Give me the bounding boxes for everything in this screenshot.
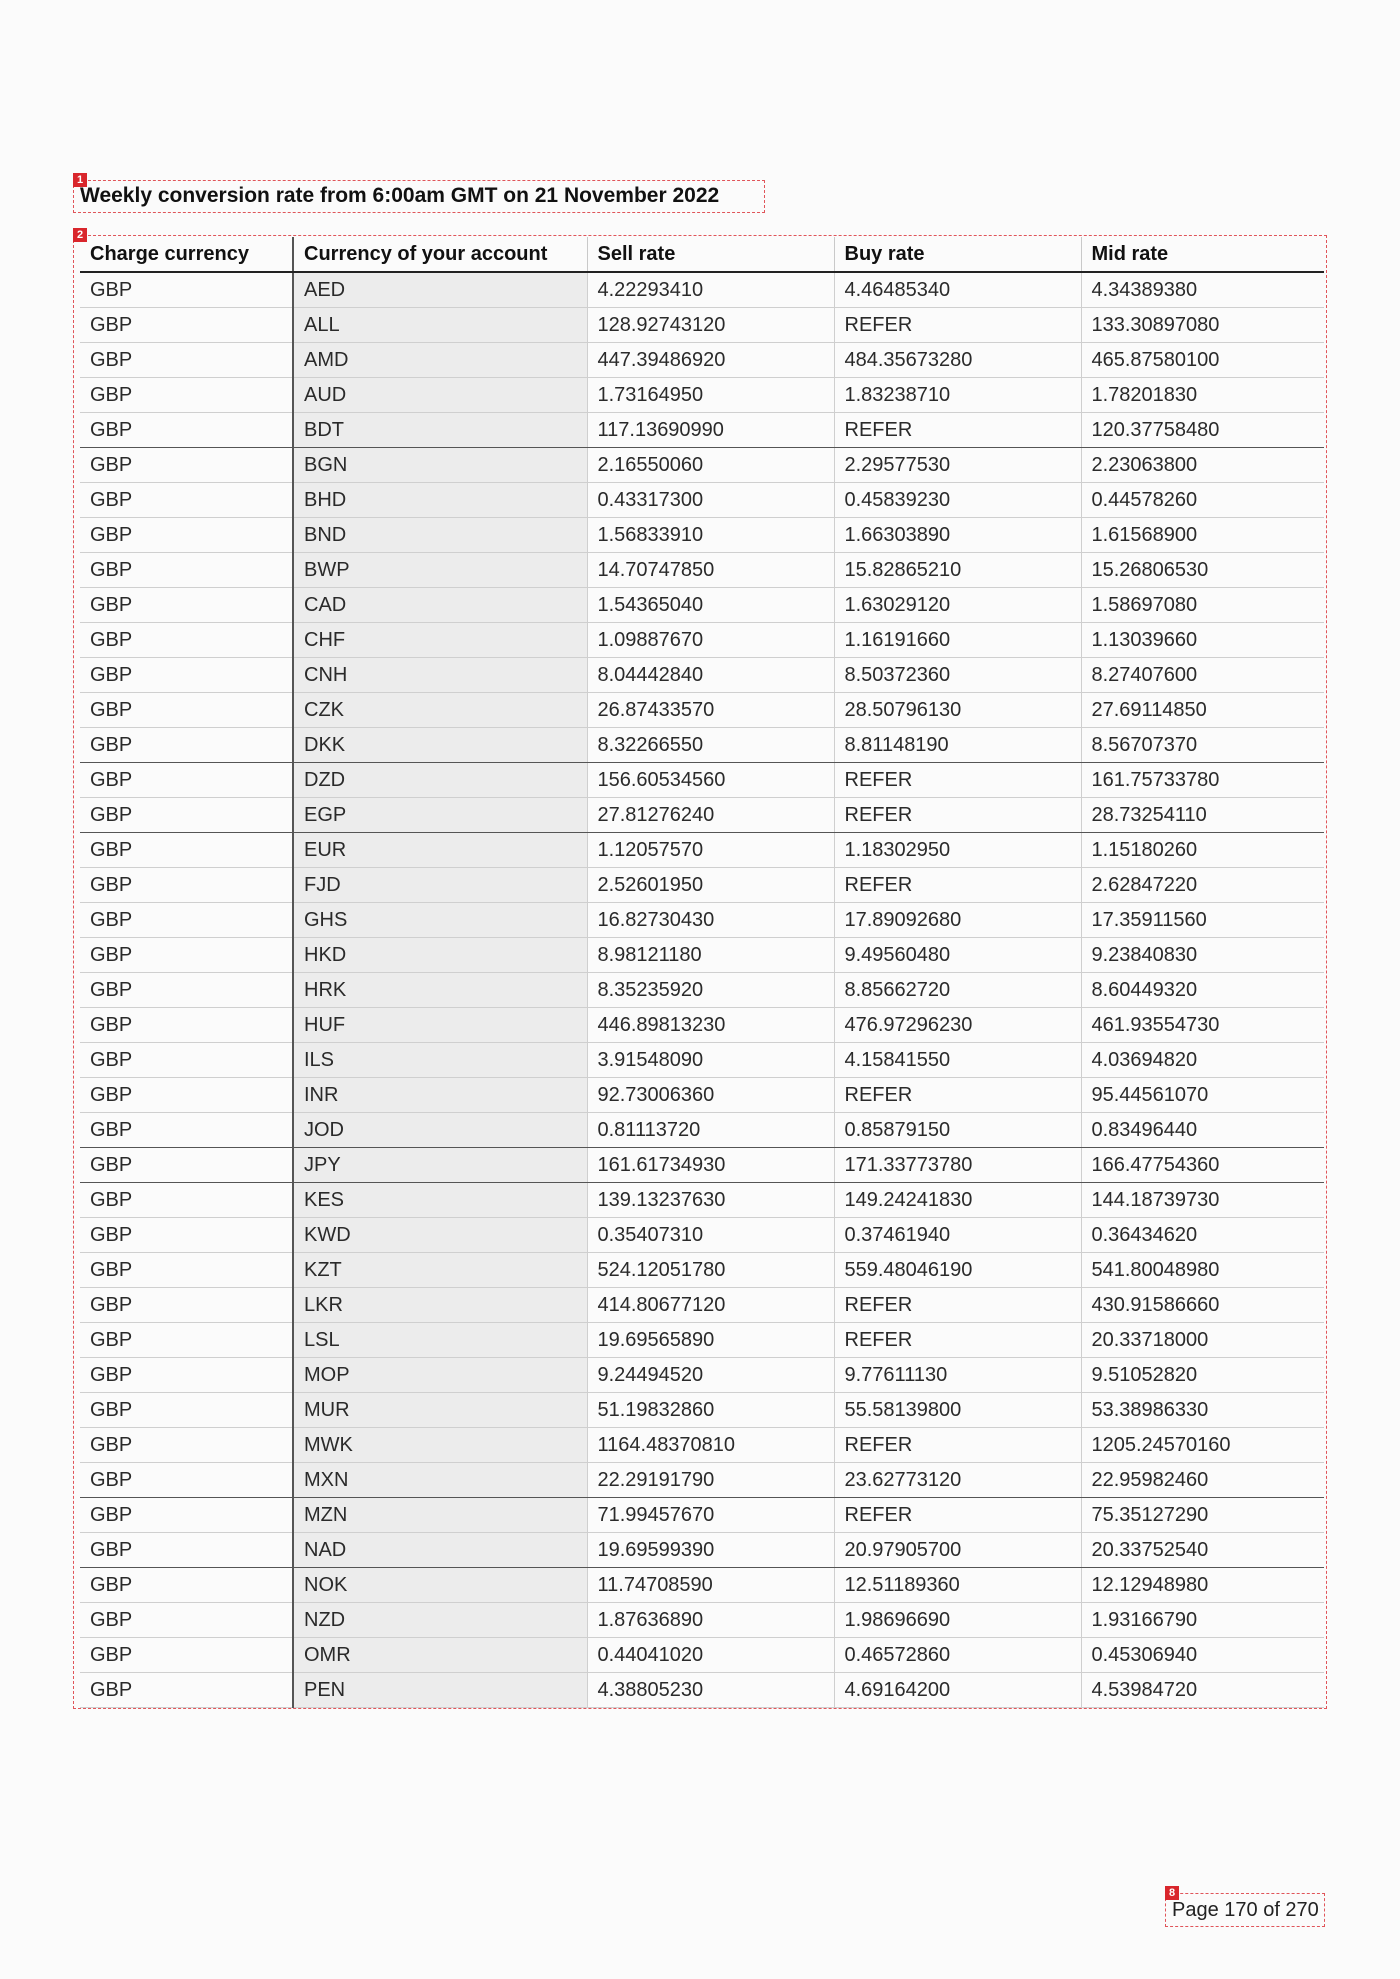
page-title: Weekly conversion rate from 6:00am GMT on 21 November 2022 xyxy=(80,184,720,207)
cell-mid-rate: 161.75733780 xyxy=(1081,763,1324,798)
cell-buy-rate: 1.63029120 xyxy=(834,588,1081,623)
cell-sell-rate: 22.29191790 xyxy=(587,1463,834,1498)
cell-buy-rate: 55.58139800 xyxy=(834,1393,1081,1428)
table-row xyxy=(80,1183,1324,1218)
cell-account-currency: AUD xyxy=(293,378,587,413)
cell-mid-rate: 9.51052820 xyxy=(1081,1358,1324,1393)
cell-mid-rate: 133.30897080 xyxy=(1081,308,1324,343)
cell-mid-rate: 120.37758480 xyxy=(1081,413,1324,448)
cell-charge-currency: GBP xyxy=(80,1673,293,1708)
cell-buy-rate: REFER xyxy=(834,868,1081,903)
cell-sell-rate: 11.74708590 xyxy=(587,1568,834,1603)
cell-buy-rate: 476.97296230 xyxy=(834,1008,1081,1043)
cell-buy-rate: 0.37461940 xyxy=(834,1218,1081,1253)
cell-charge-currency: GBP xyxy=(80,868,293,903)
cell-mid-rate: 4.34389380 xyxy=(1081,272,1324,308)
table-row xyxy=(80,1218,1324,1253)
cell-account-currency: JOD xyxy=(293,1113,587,1148)
cell-buy-rate: 8.85662720 xyxy=(834,973,1081,1008)
cell-sell-rate: 4.38805230 xyxy=(587,1673,834,1708)
conversion-rates-table xyxy=(80,237,1324,1708)
cell-account-currency: CNH xyxy=(293,658,587,693)
cell-mid-rate: 0.83496440 xyxy=(1081,1113,1324,1148)
cell-buy-rate: 4.69164200 xyxy=(834,1673,1081,1708)
cell-charge-currency: GBP xyxy=(80,1358,293,1393)
cell-account-currency: MWK xyxy=(293,1428,587,1463)
cell-mid-rate: 20.33752540 xyxy=(1081,1533,1324,1568)
cell-charge-currency: GBP xyxy=(80,1253,293,1288)
cell-mid-rate: 12.12948980 xyxy=(1081,1568,1324,1603)
cell-mid-rate: 8.56707370 xyxy=(1081,728,1324,763)
cell-charge-currency: GBP xyxy=(80,1498,293,1533)
cell-account-currency: NZD xyxy=(293,1603,587,1638)
table-row xyxy=(80,1113,1324,1148)
table-row xyxy=(80,588,1324,623)
cell-charge-currency: GBP xyxy=(80,938,293,973)
cell-mid-rate: 2.62847220 xyxy=(1081,868,1324,903)
cell-account-currency: MUR xyxy=(293,1393,587,1428)
cell-sell-rate: 19.69565890 xyxy=(587,1323,834,1358)
cell-mid-rate: 4.53984720 xyxy=(1081,1673,1324,1708)
cell-sell-rate: 1.56833910 xyxy=(587,518,834,553)
cell-account-currency: BND xyxy=(293,518,587,553)
cell-buy-rate: 8.81148190 xyxy=(834,728,1081,763)
cell-buy-rate: REFER xyxy=(834,1288,1081,1323)
cell-account-currency: CZK xyxy=(293,693,587,728)
cell-account-currency: INR xyxy=(293,1078,587,1113)
cell-sell-rate: 161.61734930 xyxy=(587,1148,834,1183)
cell-mid-rate: 95.44561070 xyxy=(1081,1078,1324,1113)
cell-buy-rate: 1.16191660 xyxy=(834,623,1081,658)
cell-mid-rate: 1205.24570160 xyxy=(1081,1428,1324,1463)
table-row xyxy=(80,728,1324,763)
cell-buy-rate: 484.35673280 xyxy=(834,343,1081,378)
cell-charge-currency: GBP xyxy=(80,623,293,658)
cell-sell-rate: 51.19832860 xyxy=(587,1393,834,1428)
cell-account-currency: NOK xyxy=(293,1568,587,1603)
cell-account-currency: MZN xyxy=(293,1498,587,1533)
cell-charge-currency: GBP xyxy=(80,798,293,833)
cell-buy-rate: 12.51189360 xyxy=(834,1568,1081,1603)
cell-account-currency: ALL xyxy=(293,308,587,343)
cell-sell-rate: 8.32266550 xyxy=(587,728,834,763)
cell-mid-rate: 430.91586660 xyxy=(1081,1288,1324,1323)
cell-sell-rate: 26.87433570 xyxy=(587,693,834,728)
cell-account-currency: OMR xyxy=(293,1638,587,1673)
cell-buy-rate: REFER xyxy=(834,1498,1081,1533)
cell-charge-currency: GBP xyxy=(80,1533,293,1568)
cell-mid-rate: 27.69114850 xyxy=(1081,693,1324,728)
cell-account-currency: DKK xyxy=(293,728,587,763)
cell-mid-rate: 75.35127290 xyxy=(1081,1498,1324,1533)
cell-buy-rate: 28.50796130 xyxy=(834,693,1081,728)
table-row xyxy=(80,413,1324,448)
cell-buy-rate: 1.66303890 xyxy=(834,518,1081,553)
cell-mid-rate: 9.23840830 xyxy=(1081,938,1324,973)
cell-buy-rate: 9.49560480 xyxy=(834,938,1081,973)
table-row xyxy=(80,903,1324,938)
cell-mid-rate: 541.80048980 xyxy=(1081,1253,1324,1288)
table-row xyxy=(80,1323,1324,1358)
cell-buy-rate: 8.50372360 xyxy=(834,658,1081,693)
cell-sell-rate: 1.73164950 xyxy=(587,378,834,413)
cell-buy-rate: 20.97905700 xyxy=(834,1533,1081,1568)
cell-mid-rate: 0.44578260 xyxy=(1081,483,1324,518)
cell-account-currency: FJD xyxy=(293,868,587,903)
cell-mid-rate: 0.45306940 xyxy=(1081,1638,1324,1673)
cell-buy-rate: REFER xyxy=(834,1323,1081,1358)
cell-account-currency: AMD xyxy=(293,343,587,378)
cell-buy-rate: 1.98696690 xyxy=(834,1603,1081,1638)
cell-buy-rate: REFER xyxy=(834,763,1081,798)
cell-account-currency: DZD xyxy=(293,763,587,798)
cell-mid-rate: 8.60449320 xyxy=(1081,973,1324,1008)
cell-mid-rate: 28.73254110 xyxy=(1081,798,1324,833)
cell-account-currency: AED xyxy=(293,272,587,308)
cell-sell-rate: 1.87636890 xyxy=(587,1603,834,1638)
cell-account-currency: LSL xyxy=(293,1323,587,1358)
cell-sell-rate: 16.82730430 xyxy=(587,903,834,938)
cell-account-currency: BWP xyxy=(293,553,587,588)
cell-charge-currency: GBP xyxy=(80,1078,293,1113)
cell-sell-rate: 4.22293410 xyxy=(587,272,834,308)
cell-account-currency: NAD xyxy=(293,1533,587,1568)
table-row xyxy=(80,1638,1324,1673)
cell-charge-currency: GBP xyxy=(80,1428,293,1463)
table-row xyxy=(80,343,1324,378)
cell-mid-rate: 1.15180260 xyxy=(1081,833,1324,868)
cell-charge-currency: GBP xyxy=(80,518,293,553)
cell-mid-rate: 53.38986330 xyxy=(1081,1393,1324,1428)
cell-sell-rate: 8.04442840 xyxy=(587,658,834,693)
cell-charge-currency: GBP xyxy=(80,1323,293,1358)
cell-sell-rate: 2.52601950 xyxy=(587,868,834,903)
table-row xyxy=(80,1148,1324,1183)
cell-sell-rate: 0.44041020 xyxy=(587,1638,834,1673)
cell-charge-currency: GBP xyxy=(80,1393,293,1428)
cell-mid-rate: 2.23063800 xyxy=(1081,448,1324,483)
cell-buy-rate: REFER xyxy=(834,798,1081,833)
cell-charge-currency: GBP xyxy=(80,1218,293,1253)
page-number: Page 170 of 270 xyxy=(1172,1899,1319,1921)
cell-account-currency: ILS xyxy=(293,1043,587,1078)
cell-sell-rate: 0.81113720 xyxy=(587,1113,834,1148)
cell-buy-rate: 171.33773780 xyxy=(834,1148,1081,1183)
table-row xyxy=(80,868,1324,903)
cell-account-currency: BDT xyxy=(293,413,587,448)
cell-sell-rate: 2.16550060 xyxy=(587,448,834,483)
cell-mid-rate: 1.13039660 xyxy=(1081,623,1324,658)
cell-mid-rate: 1.61568900 xyxy=(1081,518,1324,553)
cell-account-currency: CHF xyxy=(293,623,587,658)
cell-charge-currency: GBP xyxy=(80,1568,293,1603)
table-row xyxy=(80,973,1324,1008)
cell-sell-rate: 139.13237630 xyxy=(587,1183,834,1218)
cell-mid-rate: 1.78201830 xyxy=(1081,378,1324,413)
cell-charge-currency: GBP xyxy=(80,553,293,588)
cell-sell-rate: 1.09887670 xyxy=(587,623,834,658)
cell-charge-currency: GBP xyxy=(80,1638,293,1673)
table-row xyxy=(80,1253,1324,1288)
cell-sell-rate: 8.98121180 xyxy=(587,938,834,973)
cell-account-currency: KES xyxy=(293,1183,587,1218)
table-row xyxy=(80,1358,1324,1393)
cell-sell-rate: 71.99457670 xyxy=(587,1498,834,1533)
cell-charge-currency: GBP xyxy=(80,763,293,798)
table-row xyxy=(80,1568,1324,1603)
cell-buy-rate: 9.77611130 xyxy=(834,1358,1081,1393)
cell-mid-rate: 1.93166790 xyxy=(1081,1603,1324,1638)
cell-charge-currency: GBP xyxy=(80,308,293,343)
table-row xyxy=(80,658,1324,693)
cell-account-currency: JPY xyxy=(293,1148,587,1183)
cell-charge-currency: GBP xyxy=(80,1183,293,1218)
cell-charge-currency: GBP xyxy=(80,1148,293,1183)
cell-mid-rate: 20.33718000 xyxy=(1081,1323,1324,1358)
cell-mid-rate: 8.27407600 xyxy=(1081,658,1324,693)
cell-buy-rate: REFER xyxy=(834,413,1081,448)
footer-annotation-marker: 8 xyxy=(1165,1886,1179,1900)
cell-mid-rate: 0.36434620 xyxy=(1081,1218,1324,1253)
cell-charge-currency: GBP xyxy=(80,1603,293,1638)
cell-mid-rate: 461.93554730 xyxy=(1081,1008,1324,1043)
cell-account-currency: CAD xyxy=(293,588,587,623)
cell-buy-rate: 0.46572860 xyxy=(834,1638,1081,1673)
cell-mid-rate: 465.87580100 xyxy=(1081,343,1324,378)
cell-sell-rate: 14.70747850 xyxy=(587,553,834,588)
table-row xyxy=(80,833,1324,868)
cell-mid-rate: 15.26806530 xyxy=(1081,553,1324,588)
table-row xyxy=(80,448,1324,483)
cell-account-currency: HRK xyxy=(293,973,587,1008)
table-row xyxy=(80,763,1324,798)
cell-buy-rate: 17.89092680 xyxy=(834,903,1081,938)
cell-charge-currency: GBP xyxy=(80,1288,293,1323)
cell-sell-rate: 1164.48370810 xyxy=(587,1428,834,1463)
table-row xyxy=(80,483,1324,518)
cell-sell-rate: 447.39486920 xyxy=(587,343,834,378)
table-row xyxy=(80,518,1324,553)
table-row xyxy=(80,1288,1324,1323)
cell-charge-currency: GBP xyxy=(80,833,293,868)
cell-sell-rate: 1.12057570 xyxy=(587,833,834,868)
header-mid-rate: Mid rate xyxy=(1081,237,1324,272)
table-row xyxy=(80,693,1324,728)
cell-mid-rate: 1.58697080 xyxy=(1081,588,1324,623)
cell-account-currency: HKD xyxy=(293,938,587,973)
cell-charge-currency: GBP xyxy=(80,378,293,413)
table-row xyxy=(80,1393,1324,1428)
cell-account-currency: LKR xyxy=(293,1288,587,1323)
cell-charge-currency: GBP xyxy=(80,483,293,518)
cell-charge-currency: GBP xyxy=(80,413,293,448)
cell-sell-rate: 0.35407310 xyxy=(587,1218,834,1253)
table-row xyxy=(80,1498,1324,1533)
cell-charge-currency: GBP xyxy=(80,658,293,693)
cell-charge-currency: GBP xyxy=(80,1008,293,1043)
cell-charge-currency: GBP xyxy=(80,693,293,728)
cell-buy-rate: 0.85879150 xyxy=(834,1113,1081,1148)
cell-account-currency: EGP xyxy=(293,798,587,833)
cell-account-currency: GHS xyxy=(293,903,587,938)
cell-buy-rate: 149.24241830 xyxy=(834,1183,1081,1218)
cell-sell-rate: 414.80677120 xyxy=(587,1288,834,1323)
table-row xyxy=(80,1463,1324,1498)
cell-charge-currency: GBP xyxy=(80,588,293,623)
cell-account-currency: BHD xyxy=(293,483,587,518)
cell-sell-rate: 3.91548090 xyxy=(587,1043,834,1078)
cell-sell-rate: 156.60534560 xyxy=(587,763,834,798)
table-row xyxy=(80,1008,1324,1043)
table-row xyxy=(80,1533,1324,1568)
cell-charge-currency: GBP xyxy=(80,1113,293,1148)
cell-account-currency: KWD xyxy=(293,1218,587,1253)
cell-sell-rate: 524.12051780 xyxy=(587,1253,834,1288)
table-body xyxy=(80,272,1324,1708)
cell-buy-rate: 1.18302950 xyxy=(834,833,1081,868)
cell-mid-rate: 17.35911560 xyxy=(1081,903,1324,938)
cell-account-currency: PEN xyxy=(293,1673,587,1708)
cell-buy-rate: REFER xyxy=(834,308,1081,343)
cell-charge-currency: GBP xyxy=(80,1043,293,1078)
header-sell-rate: Sell rate xyxy=(587,237,834,272)
cell-sell-rate: 128.92743120 xyxy=(587,308,834,343)
cell-mid-rate: 22.95982460 xyxy=(1081,1463,1324,1498)
table-row xyxy=(80,1428,1324,1463)
cell-buy-rate: 4.15841550 xyxy=(834,1043,1081,1078)
cell-account-currency: EUR xyxy=(293,833,587,868)
cell-sell-rate: 9.24494520 xyxy=(587,1358,834,1393)
cell-sell-rate: 8.35235920 xyxy=(587,973,834,1008)
cell-sell-rate: 1.54365040 xyxy=(587,588,834,623)
table-row xyxy=(80,938,1324,973)
cell-buy-rate: 559.48046190 xyxy=(834,1253,1081,1288)
cell-sell-rate: 92.73006360 xyxy=(587,1078,834,1113)
cell-account-currency: HUF xyxy=(293,1008,587,1043)
cell-buy-rate: 4.46485340 xyxy=(834,272,1081,308)
cell-sell-rate: 19.69599390 xyxy=(587,1533,834,1568)
cell-buy-rate: 0.45839230 xyxy=(834,483,1081,518)
cell-buy-rate: 2.29577530 xyxy=(834,448,1081,483)
cell-charge-currency: GBP xyxy=(80,1463,293,1498)
table-annotation-marker: 2 xyxy=(73,228,87,242)
header-account-currency: Currency of your account xyxy=(293,237,587,272)
table-row xyxy=(80,272,1324,308)
table-row xyxy=(80,1673,1324,1708)
table-row xyxy=(80,553,1324,588)
cell-sell-rate: 0.43317300 xyxy=(587,483,834,518)
cell-mid-rate: 144.18739730 xyxy=(1081,1183,1324,1218)
cell-mid-rate: 166.47754360 xyxy=(1081,1148,1324,1183)
cell-sell-rate: 446.89813230 xyxy=(587,1008,834,1043)
cell-buy-rate: 1.83238710 xyxy=(834,378,1081,413)
cell-buy-rate: 23.62773120 xyxy=(834,1463,1081,1498)
table-header-row xyxy=(80,237,1324,272)
cell-charge-currency: GBP xyxy=(80,272,293,308)
table-row xyxy=(80,308,1324,343)
cell-account-currency: MOP xyxy=(293,1358,587,1393)
cell-charge-currency: GBP xyxy=(80,728,293,763)
title-annotation-marker: 1 xyxy=(73,173,87,187)
cell-charge-currency: GBP xyxy=(80,343,293,378)
cell-mid-rate: 4.03694820 xyxy=(1081,1043,1324,1078)
cell-buy-rate: REFER xyxy=(834,1078,1081,1113)
header-buy-rate: Buy rate xyxy=(834,237,1081,272)
header-charge-currency: Charge currency xyxy=(80,237,293,272)
cell-buy-rate: REFER xyxy=(834,1428,1081,1463)
cell-charge-currency: GBP xyxy=(80,448,293,483)
table-row xyxy=(80,378,1324,413)
cell-account-currency: KZT xyxy=(293,1253,587,1288)
cell-buy-rate: 15.82865210 xyxy=(834,553,1081,588)
table-row xyxy=(80,1043,1324,1078)
table-row xyxy=(80,1078,1324,1113)
table-row xyxy=(80,623,1324,658)
cell-account-currency: BGN xyxy=(293,448,587,483)
cell-sell-rate: 27.81276240 xyxy=(587,798,834,833)
cell-account-currency: MXN xyxy=(293,1463,587,1498)
cell-charge-currency: GBP xyxy=(80,903,293,938)
cell-sell-rate: 117.13690990 xyxy=(587,413,834,448)
table-row xyxy=(80,798,1324,833)
table-row xyxy=(80,1603,1324,1638)
cell-charge-currency: GBP xyxy=(80,973,293,1008)
